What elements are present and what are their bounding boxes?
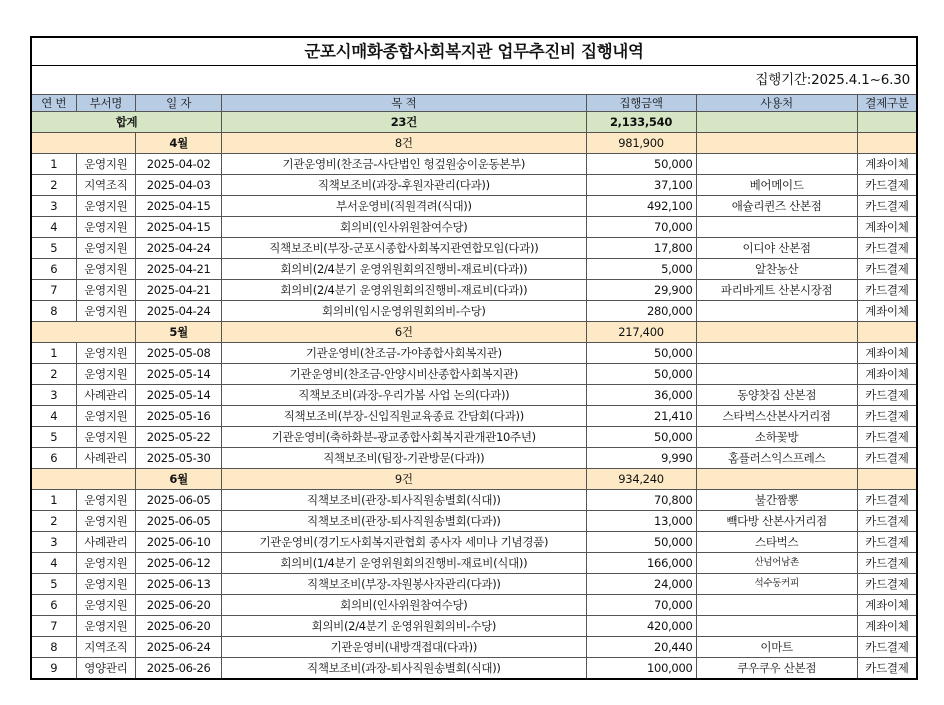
month-empty — [696, 133, 857, 154]
row-number: 7 — [31, 280, 76, 301]
row-date: 2025-06-20 — [136, 595, 222, 616]
row-payment: 카드결제 — [857, 532, 917, 553]
month-amount: 981,900 — [586, 133, 696, 154]
row-amount: 20,440 — [586, 637, 696, 658]
row-department: 운영지원 — [76, 259, 136, 280]
row-number: 8 — [31, 637, 76, 658]
table-row — [31, 196, 917, 217]
row-date: 2025-04-02 — [136, 154, 222, 175]
row-amount: 70,000 — [586, 595, 696, 616]
row-payment: 카드결제 — [857, 658, 917, 680]
row-payment: 카드결제 — [857, 196, 917, 217]
table-row — [31, 553, 917, 574]
row-place — [696, 154, 857, 175]
row-payment: 계좌이체 — [857, 364, 917, 385]
row-payment: 카드결제 — [857, 280, 917, 301]
period-label: 집행기간:2025.4.1~6.30 — [30, 66, 918, 94]
month-count: 8건 — [222, 133, 586, 154]
row-place: 이마트 — [696, 637, 857, 658]
row-amount: 70,800 — [586, 490, 696, 511]
header-purpose: 목 적 — [222, 95, 586, 112]
row-number: 9 — [31, 658, 76, 680]
row-department: 지역조직 — [76, 175, 136, 196]
row-purpose: 직책보조비(과장-후원자관리(다과)) — [222, 175, 586, 196]
row-department: 운영지원 — [76, 217, 136, 238]
row-place — [696, 301, 857, 322]
row-place: 산넘어남촌 — [696, 553, 857, 574]
row-amount: 70,000 — [586, 217, 696, 238]
row-purpose: 기관운영비(축하화분-광교종합사회복지관개관10주년) — [222, 427, 586, 448]
table-row — [31, 595, 917, 616]
table-row — [31, 448, 917, 469]
row-amount: 21,410 — [586, 406, 696, 427]
row-department: 운영지원 — [76, 196, 136, 217]
row-department: 운영지원 — [76, 574, 136, 595]
row-number: 2 — [31, 175, 76, 196]
row-date: 2025-04-24 — [136, 238, 222, 259]
header-pay: 결제구분 — [857, 95, 917, 112]
row-place: 소하꽃방 — [696, 427, 857, 448]
row-purpose: 회의비(2/4분기 운영위원회의진행비-재료비(다과)) — [222, 259, 586, 280]
row-purpose: 기관운영비(내방객접대(다과)) — [222, 637, 586, 658]
row-number: 5 — [31, 574, 76, 595]
row-date: 2025-06-13 — [136, 574, 222, 595]
row-place: 불간짬뽕 — [696, 490, 857, 511]
row-payment: 계좌이체 — [857, 616, 917, 637]
table-row — [31, 385, 917, 406]
row-department: 운영지원 — [76, 238, 136, 259]
row-place: 알찬농산 — [696, 259, 857, 280]
row-number: 6 — [31, 259, 76, 280]
row-number: 1 — [31, 490, 76, 511]
row-number: 7 — [31, 616, 76, 637]
row-date: 2025-04-03 — [136, 175, 222, 196]
row-place: 애슐리퀸즈 산본점 — [696, 196, 857, 217]
month-label: 6월 — [136, 469, 222, 490]
row-date: 2025-04-21 — [136, 259, 222, 280]
total-empty — [857, 112, 917, 133]
row-amount: 37,100 — [586, 175, 696, 196]
row-purpose: 직책보조비(부장-자원봉사자관리(다과)) — [222, 574, 586, 595]
table-row — [31, 574, 917, 595]
row-purpose: 회의비(인사위원참여수당) — [222, 595, 586, 616]
month-count: 9건 — [222, 469, 586, 490]
row-purpose: 기관운영비(찬조금-가야종합사회복지관) — [222, 343, 586, 364]
header-no: 연 번 — [31, 95, 76, 112]
row-purpose: 직책보조비(부장-군포시종합사회복지관연합모임(다과)) — [222, 238, 586, 259]
row-payment: 카드결제 — [857, 574, 917, 595]
row-purpose: 부서운영비(직원격려(식대)) — [222, 196, 586, 217]
row-place: 빽다방 산본사거리점 — [696, 511, 857, 532]
row-number: 5 — [31, 238, 76, 259]
row-place — [696, 616, 857, 637]
row-place: 스타벅스 — [696, 532, 857, 553]
table-row — [31, 658, 917, 680]
row-payment: 카드결제 — [857, 490, 917, 511]
table-row — [31, 616, 917, 637]
row-department: 사례관리 — [76, 532, 136, 553]
row-department: 운영지원 — [76, 616, 136, 637]
row-number: 6 — [31, 595, 76, 616]
row-department: 운영지원 — [76, 511, 136, 532]
row-department: 운영지원 — [76, 154, 136, 175]
table-row — [31, 238, 917, 259]
row-department: 운영지원 — [76, 301, 136, 322]
row-place — [696, 595, 857, 616]
row-amount: 50,000 — [586, 343, 696, 364]
row-place — [696, 217, 857, 238]
row-date: 2025-06-12 — [136, 553, 222, 574]
total-label: 합계 — [31, 112, 222, 133]
row-number: 4 — [31, 217, 76, 238]
header-row — [31, 95, 917, 112]
row-department: 운영지원 — [76, 406, 136, 427]
row-number: 4 — [31, 406, 76, 427]
row-date: 2025-05-16 — [136, 406, 222, 427]
row-date: 2025-05-14 — [136, 385, 222, 406]
row-amount: 24,000 — [586, 574, 696, 595]
row-purpose: 직책보조비(과장-퇴사직원송별회(식대)) — [222, 658, 586, 680]
row-number: 3 — [31, 196, 76, 217]
row-payment: 카드결제 — [857, 511, 917, 532]
row-purpose: 회의비(임시운영위원회의비-수당) — [222, 301, 586, 322]
row-purpose: 직책보조비(부장-신입직원교육종료 간담회(다과)) — [222, 406, 586, 427]
row-date: 2025-06-24 — [136, 637, 222, 658]
header-amount: 집행금액 — [586, 95, 696, 112]
row-place — [696, 364, 857, 385]
row-date: 2025-04-24 — [136, 301, 222, 322]
header-dept: 부서명 — [76, 95, 136, 112]
row-number: 5 — [31, 427, 76, 448]
month-subtotal-row — [31, 322, 917, 343]
row-payment: 카드결제 — [857, 406, 917, 427]
month-amount: 934,240 — [586, 469, 696, 490]
row-date: 2025-05-30 — [136, 448, 222, 469]
month-label: 5월 — [136, 322, 222, 343]
row-department: 사례관리 — [76, 448, 136, 469]
table-row — [31, 280, 917, 301]
row-purpose: 회의비(2/4분기 운영위원회의진행비-재료비(다과)) — [222, 280, 586, 301]
table-row — [31, 175, 917, 196]
row-date: 2025-06-05 — [136, 490, 222, 511]
row-payment: 카드결제 — [857, 637, 917, 658]
row-department: 영양관리 — [76, 658, 136, 680]
row-department: 운영지원 — [76, 595, 136, 616]
row-purpose: 직책보조비(관장-퇴사직원송별회(식대)) — [222, 490, 586, 511]
month-subtotal-row — [31, 133, 917, 154]
table-row — [31, 637, 917, 658]
row-number: 3 — [31, 532, 76, 553]
row-department: 사례관리 — [76, 385, 136, 406]
row-payment: 계좌이체 — [857, 154, 917, 175]
row-date: 2025-05-22 — [136, 427, 222, 448]
row-payment: 계좌이체 — [857, 217, 917, 238]
row-amount: 9,990 — [586, 448, 696, 469]
expense-table — [30, 94, 918, 680]
table-row — [31, 217, 917, 238]
row-payment: 카드결제 — [857, 238, 917, 259]
total-amount: 2,133,540 — [586, 112, 696, 133]
row-payment: 카드결제 — [857, 448, 917, 469]
row-amount: 13,000 — [586, 511, 696, 532]
row-date: 2025-06-26 — [136, 658, 222, 680]
row-department: 운영지원 — [76, 553, 136, 574]
row-number: 6 — [31, 448, 76, 469]
row-place: 석수동커피 — [696, 574, 857, 595]
row-payment: 계좌이체 — [857, 301, 917, 322]
header-place: 사용처 — [696, 95, 857, 112]
row-date: 2025-05-08 — [136, 343, 222, 364]
month-empty — [857, 133, 917, 154]
row-place: 홈플러스익스프레스 — [696, 448, 857, 469]
table-row — [31, 154, 917, 175]
table-row — [31, 343, 917, 364]
row-number: 4 — [31, 553, 76, 574]
row-amount: 492,100 — [586, 196, 696, 217]
month-empty — [696, 322, 857, 343]
month-amount: 217,400 — [586, 322, 696, 343]
month-count: 6건 — [222, 322, 586, 343]
month-label: 4월 — [136, 133, 222, 154]
row-purpose: 회의비(1/4분기 운영위원회의진행비-재료비(식대)) — [222, 553, 586, 574]
month-empty — [857, 469, 917, 490]
row-payment: 계좌이체 — [857, 595, 917, 616]
row-amount: 50,000 — [586, 154, 696, 175]
row-department: 지역조직 — [76, 637, 136, 658]
row-department: 운영지원 — [76, 280, 136, 301]
table-row — [31, 511, 917, 532]
expense-sheet — [30, 36, 918, 680]
row-amount: 29,900 — [586, 280, 696, 301]
total-row — [31, 112, 917, 133]
row-date: 2025-06-05 — [136, 511, 222, 532]
row-amount: 280,000 — [586, 301, 696, 322]
row-date: 2025-04-21 — [136, 280, 222, 301]
row-number: 8 — [31, 301, 76, 322]
month-empty — [31, 322, 136, 343]
row-purpose: 기관운영비(찬조금-사단법인 헝겊원숭이운동본부) — [222, 154, 586, 175]
table-row — [31, 532, 917, 553]
row-date: 2025-06-10 — [136, 532, 222, 553]
row-date: 2025-05-14 — [136, 364, 222, 385]
row-date: 2025-04-15 — [136, 217, 222, 238]
row-place: 이디야 산본점 — [696, 238, 857, 259]
row-payment: 카드결제 — [857, 427, 917, 448]
month-empty — [857, 322, 917, 343]
row-purpose: 직책보조비(팀장-기관방문(다과)) — [222, 448, 586, 469]
row-department: 운영지원 — [76, 490, 136, 511]
row-amount: 420,000 — [586, 616, 696, 637]
row-number: 3 — [31, 385, 76, 406]
row-date: 2025-04-15 — [136, 196, 222, 217]
row-number: 1 — [31, 154, 76, 175]
table-row — [31, 364, 917, 385]
row-payment: 카드결제 — [857, 553, 917, 574]
row-department: 운영지원 — [76, 427, 136, 448]
row-purpose: 기관운영비(경기도사회복지관협회 종사자 세미나 기념경품) — [222, 532, 586, 553]
row-amount: 36,000 — [586, 385, 696, 406]
row-purpose: 기관운영비(찬조금-안양시비산종합사회복지관) — [222, 364, 586, 385]
sheet-title: 군포시매화종합사회복지관 업무추진비 집행내역 — [30, 36, 918, 66]
table-row — [31, 301, 917, 322]
row-place — [696, 343, 857, 364]
row-amount: 166,000 — [586, 553, 696, 574]
row-number: 2 — [31, 364, 76, 385]
header-date: 일 자 — [136, 95, 222, 112]
row-place: 동양찻집 산본점 — [696, 385, 857, 406]
row-purpose: 회의비(인사위원참여수당) — [222, 217, 586, 238]
row-payment: 카드결제 — [857, 259, 917, 280]
row-amount: 5,000 — [586, 259, 696, 280]
row-amount: 100,000 — [586, 658, 696, 680]
row-amount: 50,000 — [586, 532, 696, 553]
row-place: 베어메이드 — [696, 175, 857, 196]
total-empty — [696, 112, 857, 133]
month-empty — [31, 469, 136, 490]
row-date: 2025-06-20 — [136, 616, 222, 637]
row-number: 1 — [31, 343, 76, 364]
row-purpose: 회의비(2/4분기 운영위원회의비-수당) — [222, 616, 586, 637]
row-place: 쿠우쿠우 산본점 — [696, 658, 857, 680]
row-payment: 카드결제 — [857, 385, 917, 406]
row-payment: 계좌이체 — [857, 343, 917, 364]
row-amount: 50,000 — [586, 427, 696, 448]
month-empty — [696, 469, 857, 490]
row-number: 2 — [31, 511, 76, 532]
row-department: 운영지원 — [76, 343, 136, 364]
row-payment: 카드결제 — [857, 175, 917, 196]
row-purpose: 직책보조비(과장-우리가봄 사업 논의(다과)) — [222, 385, 586, 406]
table-row — [31, 259, 917, 280]
row-place: 스타벅스산본사거리점 — [696, 406, 857, 427]
row-purpose: 직책보조비(관장-퇴사직원송별회(다과)) — [222, 511, 586, 532]
row-department: 운영지원 — [76, 364, 136, 385]
total-count: 23건 — [222, 112, 586, 133]
row-amount: 17,800 — [586, 238, 696, 259]
month-empty — [31, 133, 136, 154]
row-place: 파리바게트 산본시장점 — [696, 280, 857, 301]
row-amount: 50,000 — [586, 364, 696, 385]
table-row — [31, 490, 917, 511]
table-row — [31, 406, 917, 427]
table-row — [31, 427, 917, 448]
month-subtotal-row — [31, 469, 917, 490]
